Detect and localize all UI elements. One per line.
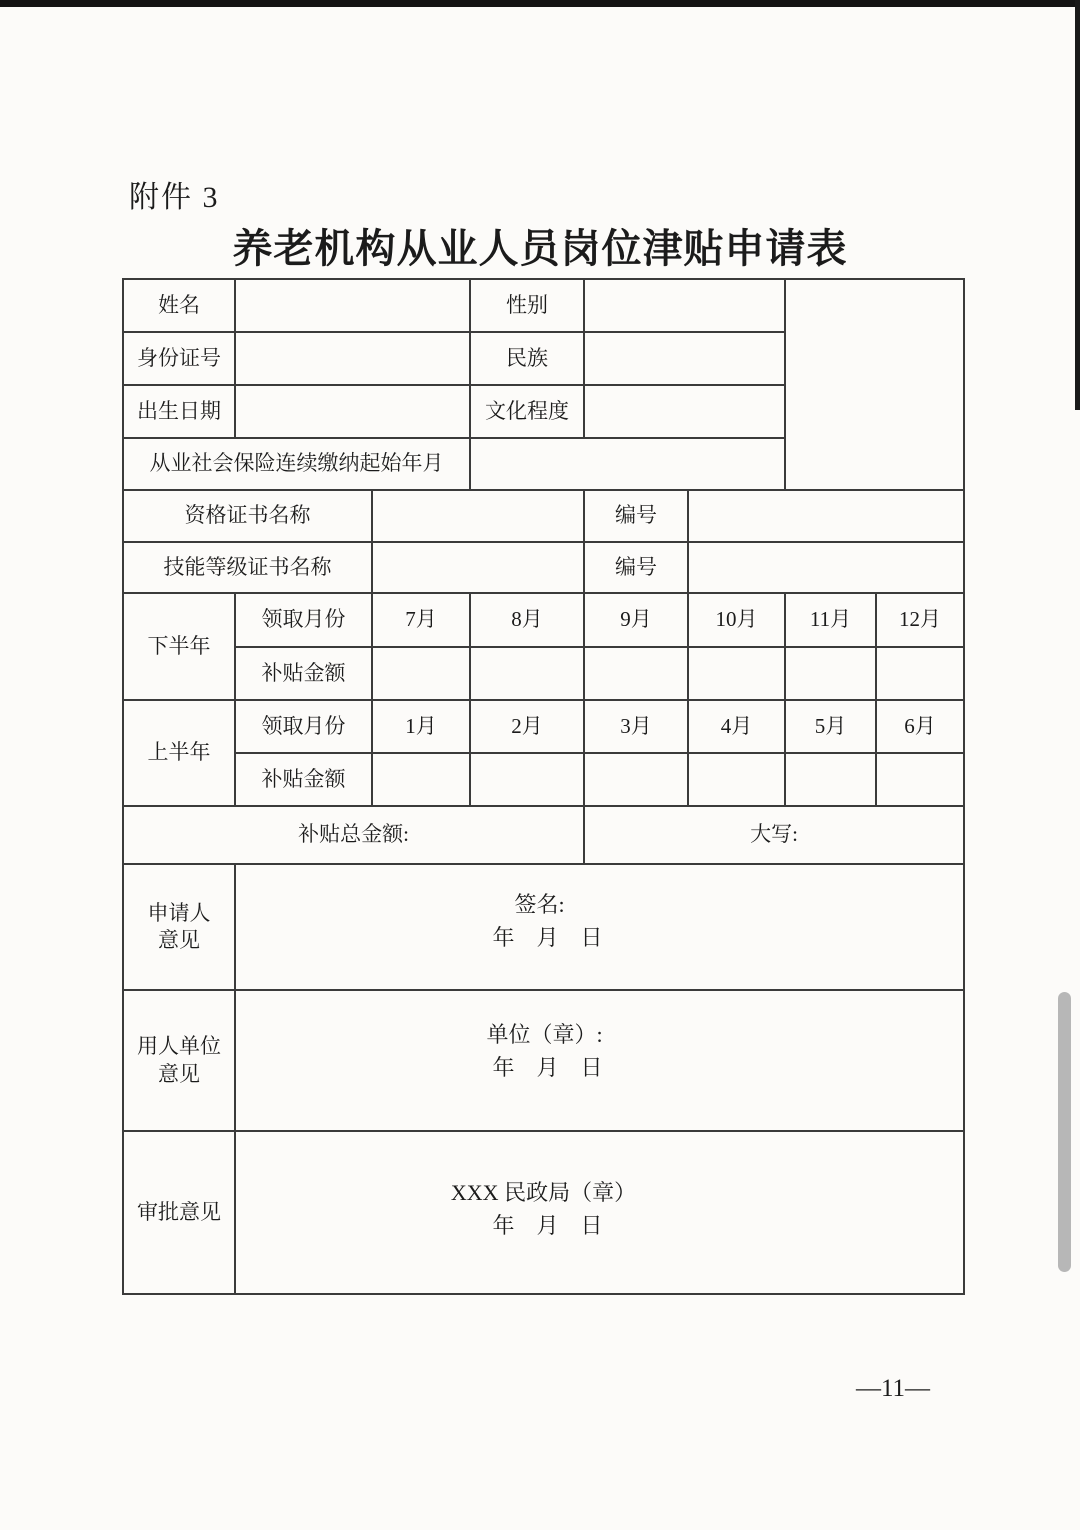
attachment-label: 附件 3 <box>129 181 220 214</box>
signature-label: 签名: <box>514 892 565 917</box>
amount-cell-aug <box>470 647 584 700</box>
employer-opinion-label-line1: 用人单位 <box>137 1034 221 1059</box>
month-cell-jun: 6月 <box>876 700 964 753</box>
amount-cell-dec <box>876 647 964 700</box>
total-amount-label-cell: 补贴总金额: <box>123 806 584 864</box>
month-cell-may: 5月 <box>785 700 876 753</box>
amount-cell-mar <box>584 753 688 806</box>
ethnicity-value-cell <box>584 332 785 385</box>
row-h1-amounts <box>123 753 964 806</box>
skill-cert-no-value-cell <box>688 542 964 593</box>
month-cell-dec: 12月 <box>876 593 964 647</box>
skill-cert-no-label-cell: 编号 <box>584 542 688 593</box>
amount-in-words-cell: 大写: <box>584 806 964 864</box>
h2-month-row-label-cell: 领取月份 <box>235 593 372 647</box>
education-label-cell: 文化程度 <box>470 385 584 438</box>
gender-value-cell <box>584 279 785 332</box>
applicant-opinion-label-line2: 意见 <box>158 928 200 952</box>
applicant-date-line: 年 月 日 <box>492 925 603 950</box>
approval-date-line: 年 月 日 <box>492 1212 603 1238</box>
row-h2-months <box>123 593 964 647</box>
month-cell-sep: 9月 <box>584 593 688 647</box>
employer-date-line: 年 月 日 <box>492 1054 603 1080</box>
h1-amount-row-label-cell: 补贴金额 <box>235 753 372 806</box>
qualification-cert-no-value-cell <box>688 490 964 542</box>
row-qualification-cert <box>123 490 964 542</box>
gender-label-cell: 性别 <box>470 279 584 332</box>
amount-cell-jun <box>876 753 964 806</box>
amount-cell-nov <box>785 647 876 700</box>
month-cell-aug: 8月 <box>470 593 584 647</box>
skill-cert-value-cell <box>372 542 584 593</box>
birth-date-value-cell <box>235 385 470 438</box>
qualification-cert-label-cell: 资格证书名称 <box>123 490 372 542</box>
qualification-cert-value-cell <box>372 490 584 542</box>
amount-cell-apr <box>688 753 785 806</box>
amount-cell-jan <box>372 753 470 806</box>
month-cell-apr: 4月 <box>688 700 785 753</box>
scrollbar-thumb[interactable] <box>1058 992 1071 1272</box>
h1-month-row-label-cell: 领取月份 <box>235 700 372 753</box>
month-cell-oct: 10月 <box>688 593 785 647</box>
approval-opinion-content-cell <box>235 1131 964 1294</box>
row-total-amount <box>123 806 964 864</box>
approval-seal-block <box>236 1176 963 1250</box>
row-employer-opinion <box>123 990 964 1131</box>
month-cell-nov: 11月 <box>785 593 876 647</box>
applicant-opinion-label-cell <box>123 864 235 990</box>
insurance-start-value-cell <box>470 438 785 490</box>
month-cell-mar: 3月 <box>584 700 688 753</box>
education-value-cell <box>584 385 785 438</box>
row-skill-cert <box>123 542 964 593</box>
amount-cell-feb <box>470 753 584 806</box>
photo-cell <box>785 279 964 490</box>
approval-opinion-label-cell: 审批意见 <box>123 1131 235 1294</box>
month-cell-jan: 1月 <box>372 700 470 753</box>
amount-cell-oct <box>688 647 785 700</box>
row-approval-opinion <box>123 1131 964 1294</box>
row-applicant-opinion <box>123 864 964 990</box>
row-h2-amounts <box>123 647 964 700</box>
ethnicity-label-cell: 民族 <box>470 332 584 385</box>
application-form-table <box>122 278 965 1295</box>
name-label-cell: 姓名 <box>123 279 235 332</box>
first-half-label-cell: 上半年 <box>123 700 235 806</box>
birth-date-label-cell: 出生日期 <box>123 385 235 438</box>
employer-opinion-content-cell <box>235 990 964 1131</box>
page-number: —11— <box>855 1375 931 1402</box>
employer-seal-label: 单位（章）: <box>486 1021 603 1047</box>
applicant-opinion-label-line1: 申请人 <box>147 900 211 925</box>
id-number-label-cell: 身份证号 <box>123 332 235 385</box>
applicant-opinion-content-cell <box>235 864 964 990</box>
insurance-start-label-cell: 从业社会保险连续缴纳起始年月 <box>123 438 470 490</box>
second-half-label-cell: 下半年 <box>123 593 235 700</box>
employer-opinion-label-cell <box>123 990 235 1131</box>
amount-cell-jul <box>372 647 470 700</box>
right-edge-shadow <box>1075 0 1080 410</box>
employer-seal-block <box>236 1018 963 1104</box>
id-number-value-cell <box>235 332 470 385</box>
month-cell-feb: 2月 <box>470 700 584 753</box>
employer-opinion-label-line2: 意见 <box>158 1061 200 1086</box>
row-name-gender <box>123 279 964 332</box>
form-title: 养老机构从业人员岗位津贴申请表 <box>232 226 848 271</box>
civil-affairs-bureau-seal-label: XXX 民政局（章） <box>450 1179 637 1205</box>
skill-cert-label-cell: 技能等级证书名称 <box>123 542 372 593</box>
amount-cell-sep <box>584 647 688 700</box>
name-value-cell <box>235 279 470 332</box>
amount-cell-may <box>785 753 876 806</box>
qualification-cert-no-label-cell: 编号 <box>584 490 688 542</box>
h2-amount-row-label-cell: 补贴金额 <box>235 647 372 700</box>
applicant-signature-block <box>236 888 963 966</box>
month-cell-jul: 7月 <box>372 593 470 647</box>
top-black-bar <box>0 0 1080 7</box>
row-h1-months <box>123 700 964 753</box>
